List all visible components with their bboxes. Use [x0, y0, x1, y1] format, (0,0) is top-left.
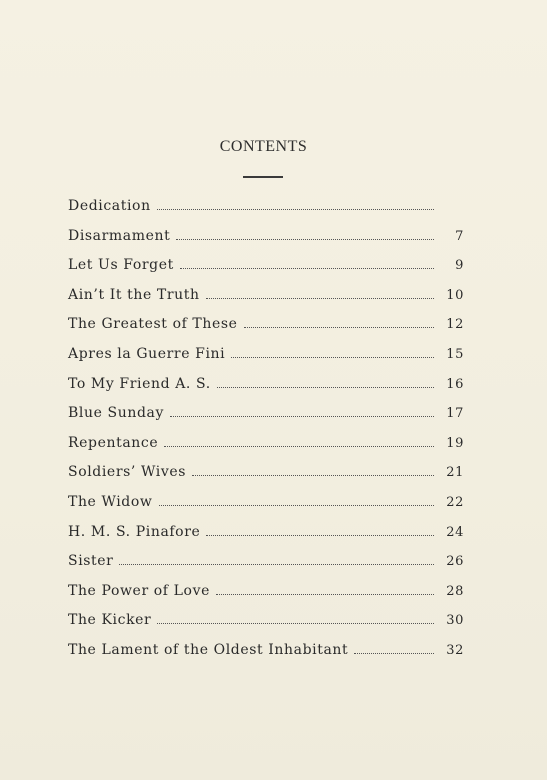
toc-entry-page: 16	[446, 376, 464, 392]
toc-entry	[68, 228, 464, 258]
toc-entry	[68, 553, 464, 583]
toc-entry-page: 21	[446, 465, 464, 481]
toc-entry	[68, 583, 464, 613]
toc-entry-title: The Greatest of These	[68, 316, 238, 333]
toc-entry-page: 22	[446, 494, 464, 510]
toc-entry-page: 7	[455, 228, 464, 244]
toc-entry	[68, 198, 464, 228]
dot-leader	[159, 505, 435, 506]
toc-entry	[68, 316, 464, 346]
toc-entry-title: To My Friend A. S.	[68, 375, 211, 392]
toc-entry-page: 9	[455, 258, 464, 274]
dot-leader	[157, 623, 434, 624]
toc-entry-title: The Widow	[68, 493, 153, 510]
toc-entry-page: 17	[446, 406, 464, 422]
toc-entry-title: Blue Sunday	[68, 405, 164, 422]
toc-entry	[68, 642, 464, 672]
toc-entry-page: 30	[446, 613, 464, 629]
toc-entry-title: The Power of Love	[68, 582, 210, 599]
toc-entry-title: Ain’t It the Truth	[68, 286, 200, 303]
dot-leader	[217, 387, 434, 388]
toc-entry-title: The Lament of the Oldest Inhabitant	[68, 641, 349, 658]
dot-leader	[176, 239, 434, 240]
toc-entry-title: The Kicker	[68, 612, 152, 629]
toc-entry-page: 10	[446, 287, 464, 303]
toc-entry	[68, 257, 464, 287]
toc-entry-title: Disarmament	[68, 227, 171, 244]
toc-entry	[68, 346, 464, 376]
toc-entry-title: Soldiers’ Wives	[68, 464, 186, 481]
toc-entry-page: 12	[446, 317, 464, 333]
toc-entry	[68, 464, 464, 494]
dot-leader	[180, 268, 434, 269]
dot-leader	[192, 475, 434, 476]
toc-entry-title: Apres la Guerre Fini	[68, 345, 226, 362]
toc-entry	[68, 435, 464, 465]
heading-rule	[243, 176, 283, 178]
toc-entry	[68, 376, 464, 406]
table-of-contents	[68, 198, 464, 672]
toc-entry-title: Sister	[68, 553, 114, 570]
contents-heading: CONTENTS	[219, 138, 308, 155]
dot-leader	[354, 653, 434, 654]
dot-leader	[216, 594, 434, 595]
dot-leader	[170, 416, 434, 417]
dot-leader	[206, 535, 434, 536]
toc-entry	[68, 524, 464, 554]
toc-entry	[68, 612, 464, 642]
dot-leader	[164, 446, 434, 447]
toc-entry-page: 15	[446, 346, 464, 362]
toc-entry-title: Let Us Forget	[68, 257, 174, 274]
dot-leader	[157, 209, 434, 210]
dot-leader	[231, 357, 434, 358]
toc-entry-page: 19	[446, 435, 464, 451]
toc-entry-title: Dedication	[68, 198, 151, 214]
toc-entry	[68, 287, 464, 317]
dot-leader	[119, 564, 434, 565]
toc-entry-page: 26	[446, 554, 464, 570]
toc-entry-title: Repentance	[68, 434, 159, 451]
dot-leader	[244, 327, 434, 328]
toc-entry-page: 24	[446, 524, 464, 540]
toc-entry-page: 28	[446, 583, 464, 599]
dot-leader	[206, 298, 434, 299]
toc-entry	[68, 494, 464, 524]
toc-entry	[68, 405, 464, 435]
toc-entry-page: 32	[446, 642, 464, 658]
toc-entry-title: H. M. S. Pinafore	[68, 523, 201, 540]
